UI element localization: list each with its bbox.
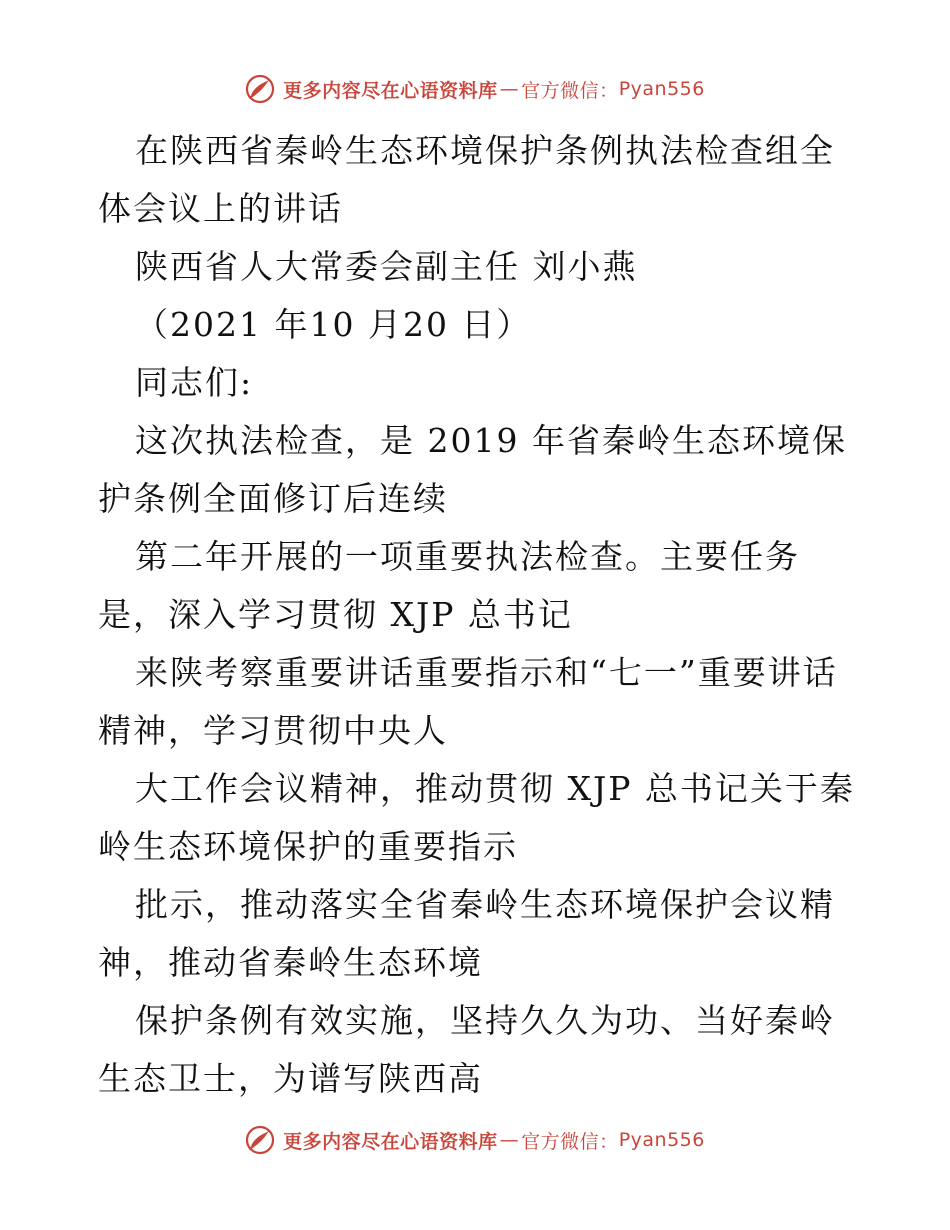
pen-logo-icon <box>245 1125 275 1155</box>
watermark-separator: — <box>499 78 520 100</box>
body-paragraph: 批示，推动落实全省秦岭生态环境保护会议精神，推动省秦岭生态环境 <box>98 885 835 982</box>
body-paragraph: 这次执法检查，是 2019 年省秦岭生态环境保护条例全面修订后连续 <box>98 421 847 518</box>
body-paragraph: 大工作会议精神，推动贯彻 XJP 总书记关于秦岭生态环境保护的重要指示 <box>98 769 855 866</box>
speaker-line: 陕西省人大常委会副主任 刘小燕 <box>135 247 638 286</box>
salutation: 同志们: <box>135 363 254 402</box>
watermark-official-label: 官方微信： <box>521 79 619 102</box>
watermark-brand: 更多内容尽在心语资料库 <box>283 79 498 102</box>
footer-watermark <box>0 1123 950 1157</box>
body-paragraph: 保护条例有效实施，坚持久久为功、当好秦岭生态卫士，为谱写陕西高 <box>98 1001 835 1098</box>
body-paragraph: 来陕考察重要讲话重要指示和“七一”重要讲话精神，学习贯彻中央人 <box>98 653 838 750</box>
document-body <box>98 122 858 1108</box>
watermark-official-label: 官方微信： <box>521 1130 619 1153</box>
date-line: （2021 年10 月20 日） <box>135 305 532 344</box>
body-paragraph: 第二年开展的一项重要执法检查。主要任务是，深入学习贯彻 XJP 总书记 <box>98 537 800 634</box>
watermark-brand: 更多内容尽在心语资料库 <box>283 1130 498 1153</box>
watermark-wechat-id: Pyan556 <box>618 78 705 100</box>
document-title: 在陕西省秦岭生态环境保护条例执法检查组全体会议上的讲话 <box>98 131 835 228</box>
pen-logo-icon <box>245 74 275 104</box>
header-watermark <box>0 72 950 106</box>
watermark-separator: — <box>499 1129 520 1151</box>
watermark-wechat-id: Pyan556 <box>618 1129 705 1151</box>
